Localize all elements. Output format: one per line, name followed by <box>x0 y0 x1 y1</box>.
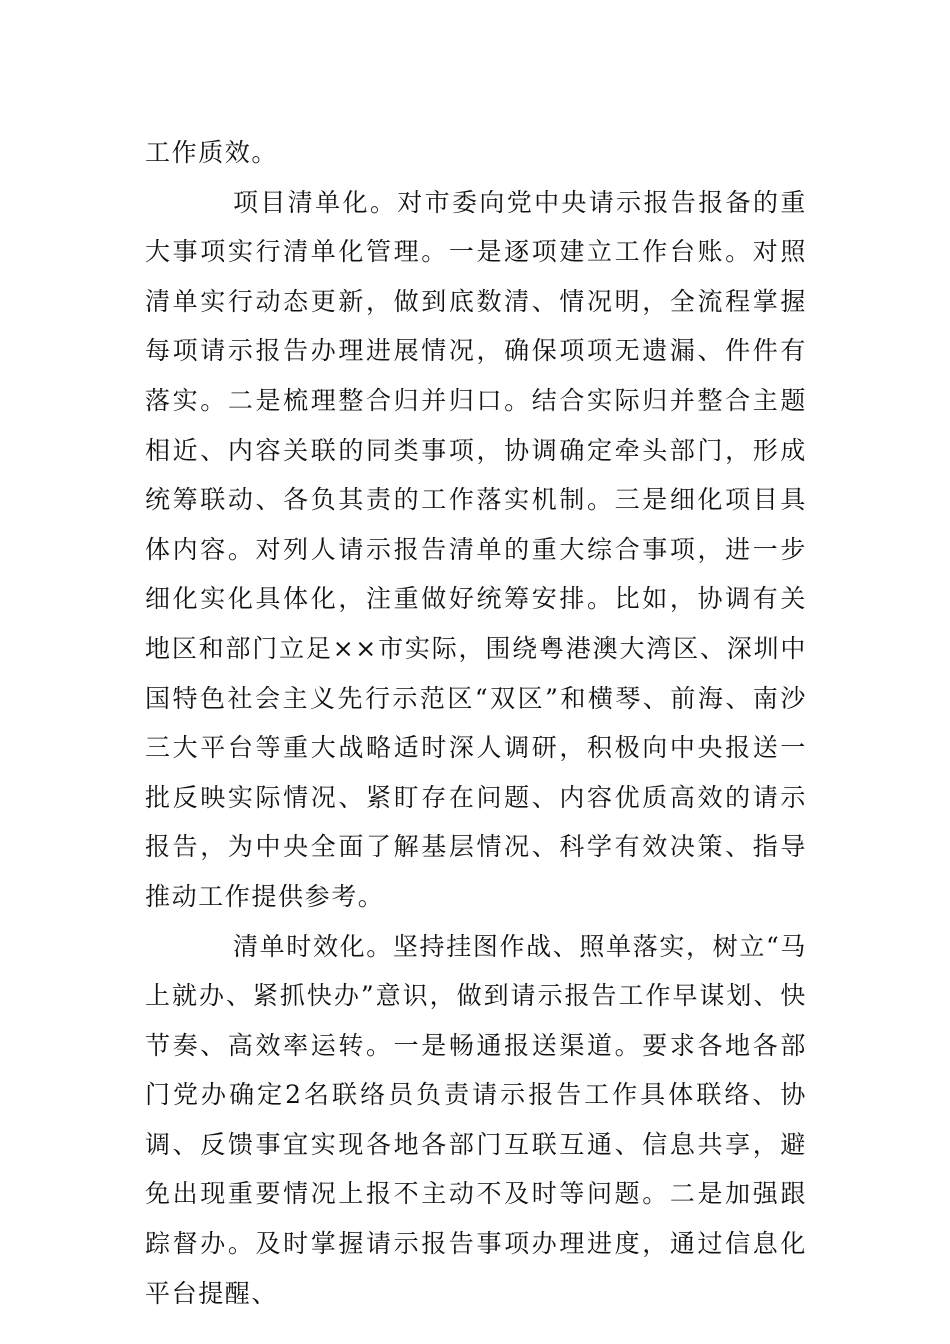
paragraph-continuation: 工作质效。 <box>145 138 279 167</box>
paragraph-listing-timeliness: 清单时效化。坚持挂图作战、照单落实，树立“马上就办、紧抓快办”意识，做到请示报告工作早谋划、快节奏、高效率运转。一是畅通报送渠道。要求各地各部门党办确定2名联络员负责请示报告工作具体联络、协调、反馈事宜实现各地各部门互联互通、信息共享，避免出现重要情况上报不主动不及时等问题。二是加强跟踪督办。及时掌握请示报告事项办理进度，通过信息化平台提醒、 <box>145 931 807 1308</box>
paragraph-project-listing: 项目清单化。对市委向党中央请示报告报备的重大事项实行清单化管理。一是逐项建立工作台账。对照清单实行动态更新，做到底数清、情况明，全流程掌握每项请示报告办理进展情况，确保项项无遗漏、件件有落实。二是梳理整合归并归口。结合实际归并整合主题相近、内容关联的同类事项，协调确定牵头部门，形成统筹联动、各负其责的工作落实机制。三是细化项目具体内容。对列人请示报告清单的重大综合事项，进一步细化实化具体化，注重做好统筹安排。比如，协调有关地区和部门立足××市实际，围绕粤港澳大湾区、深圳中国特色社会主义先行示范区“双区”和横琴、前海、南沙三大平台等重大战略适时深人调研，积极向中央报送一批反映实际情况、紧盯存在问题、内容优质高效的请示报告，为中央全面了解基层情况、科学有效决策、指导推动工作提供参考。 <box>145 187 807 911</box>
document-body <box>145 128 807 1318</box>
